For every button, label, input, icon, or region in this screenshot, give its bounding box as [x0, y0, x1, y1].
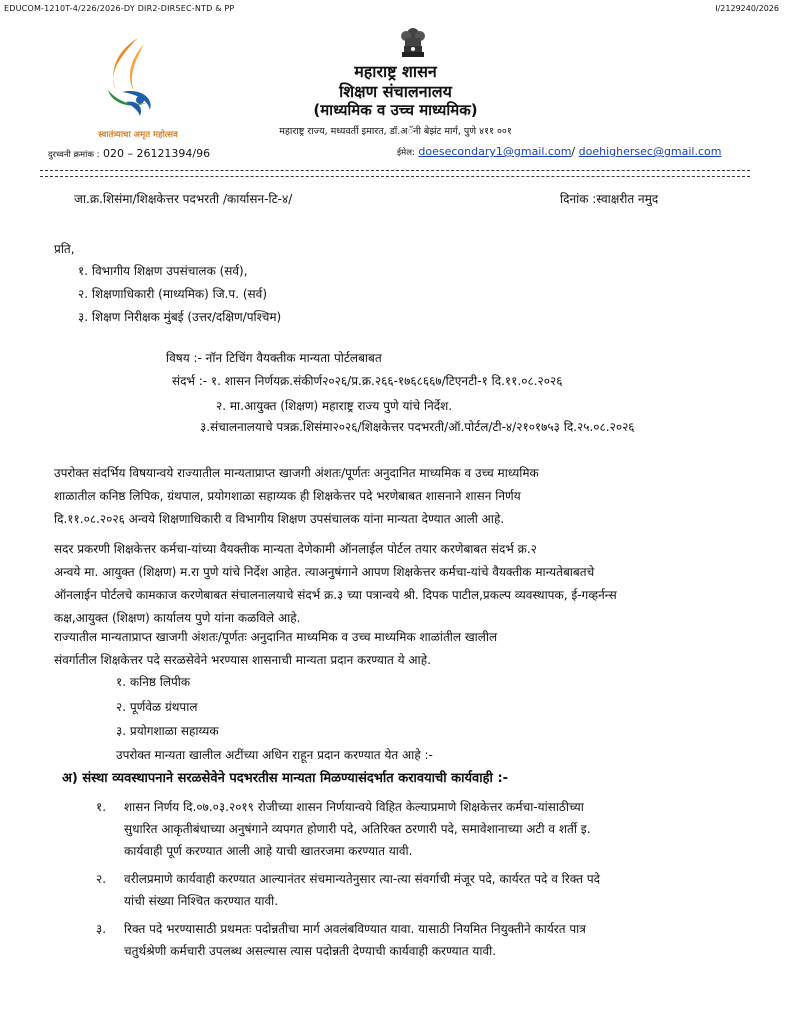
header-address: महाराष्ट्र राज्य, मध्यवर्ती इमारत, डॉ.अॅनी बेझंट मार्ग, पुणे ४११ ००१: [279, 126, 512, 137]
paragraph-line: ऑनलाईन पोर्टलचे कामकाज करणेबाबत संचालनालयाचे संदर्भ क्र.३ च्या पत्रान्वये श्री. दिपक पाटील,प्रकल्प व्यवस्थापक, ई-गव्हर्नन्स: [54, 588, 617, 602]
recipient-item: १. विभागीय शिक्षण उपसंचालक (सर्व),: [78, 264, 248, 278]
recipient-item: २. शिक्षणाधिकारी (माध्यमिक) जि.प. (सर्व): [78, 287, 268, 301]
to-label: प्रति,: [54, 242, 75, 256]
paragraph-line: शाळातील कनिष्ठ लिपिक, ग्रंथपाल, प्रयोगशाळा सहाय्यक ही शिक्षकेत्तर पदे भरणेबाबत शासनाने शासन निर्णय: [54, 489, 521, 503]
condition-line: यांची संख्या निश्चित करण्यात यावी.: [124, 894, 279, 908]
post-item: १. कनिष्ठ लिपीक: [116, 675, 191, 689]
condition-number: २.: [96, 872, 107, 886]
paragraph-line: उपरोक्त संदर्भिय विषयान्वये राज्यातील मान्यताप्राप्त खाजगी अंशतः/पूर्णतः अनुदानित माध्यमिक व उच्च माध्यमिक: [54, 466, 539, 480]
email-link-highersec[interactable]: doehighersec@gmail.com: [578, 145, 722, 158]
phone-label: दुरध्वनी क्रमांक :: [48, 150, 100, 160]
document-id: EDUCOM-1210T-4/226/2026-DY DIR2-DIRSEC-NTD & PP: [4, 4, 235, 13]
email-info: [397, 145, 721, 158]
state-emblem-icon: [398, 18, 428, 60]
paragraph-line: संवर्गातील शिक्षकेत्तर पदे सरळसेवेने भरण्यास शासनाची मान्यता प्रदान करण्यात ये आहे.: [54, 653, 431, 667]
paragraph-line: अन्वये मा. आयुक्त (शिक्षण) म.रा पुणे यांचे निर्देश आहेत. त्याअनुषंगाने आपण शिक्षकेत्तर कर्मचा-यांचे वैयक्तीक मान्यतेबाबतचे: [54, 565, 595, 579]
condition-item: [72, 918, 742, 966]
paragraph-line: सदर प्रकरणी शिक्षकेत्तर कर्मचा-यांच्या वैयक्तीक मान्यता देणेकामी ऑनलाईल पोर्टल तयार करणेबाबत संदर्भ क्र.२: [54, 542, 537, 556]
reference-item: संदर्भ :- १. शासन निर्णयक्र.संकीर्ण२०२६/प्र.क्र.२६६-१७६८६६७/टिएनटी-१ दि.११.०८.२०२६: [172, 374, 563, 388]
paragraph-line: कक्ष,आयुक्त (शिक्षण) कार्यालय पुणे यांना कळविले आहे.: [54, 611, 301, 625]
condition-line: कार्यवाही पूर्ण करण्यात आली आहे याची खातरजमा करण्यात यावी.: [124, 844, 413, 858]
paragraph-3: [54, 626, 734, 672]
condition-line: सुधारित आकृतीबंधाच्या अनुषंगाने व्यपगत होणारी पदे, अतिरिक्त ठरणारी पदे, समावेशानाच्या अटी व शर्ती इ.: [124, 822, 591, 836]
reference-item: २. मा.आयुक्त (शिक्षण) महाराष्ट्र राज्य पुणे यांचे निर्देश.: [216, 399, 453, 413]
paragraph-line: दि.११.०८.२०२६ अन्वये शिक्षणाधिकारी व विभागीय शिक्षण उपसंचालक यांना मान्यता देण्यात आली आहे.: [54, 512, 505, 526]
condition-item: [72, 796, 742, 866]
section-a-heading: अ) संस्था व्यवस्थापनाने सरळसेवेने पदभरतीस मान्यता मिळण्यासंदर्भात करावयाची कार्यवाही :-: [62, 771, 509, 786]
condition-line: शासन निर्णय दि.०७.०३.२०१९ रोजीच्या शासन निर्णयान्वये विहित केल्याप्रमाणे शिक्षकेत्तर कर्मचा-यांसाठीच्या: [124, 800, 584, 814]
header-government: महाराष्ट्र शासन: [354, 62, 437, 81]
logo-caption: स्वातंत्र्याचा अमृत महोत्सव: [98, 130, 178, 140]
condition-line: चतुर्थश्रेणी कर्मचारी उपलब्ध असल्यास त्यास पदोन्नती देण्याची कार्यवाही करण्यात यावी.: [124, 944, 497, 958]
paragraph-2: [54, 538, 734, 630]
condition-item: [72, 868, 742, 916]
condition-line: रिक्त पदे भरण्यासाठी प्रथमतः पदोन्नतीचा मार्ग अवलंबविण्यात यावा. यासाठी नियमित नियुक्तीने कार्यरत पात्र: [124, 922, 586, 936]
email-separator: /: [571, 145, 576, 158]
recipient-item: ३. शिक्षण निरीक्षक मुंबई (उत्तर/दक्षिण/पश्चिम): [78, 310, 282, 324]
divider: [40, 170, 750, 171]
header-directorate: शिक्षण संचालनालय: [339, 82, 452, 101]
post-item: २. पूर्णवेळ ग्रंथपाल: [116, 700, 198, 714]
phone-info: [48, 147, 210, 160]
divider: [40, 176, 750, 177]
email-label: ईमेल:: [397, 148, 415, 158]
document-number: I/2129240/2026: [715, 4, 779, 13]
reference-item: ३.संचालनालयाचे पत्रक्र.शिसंमा२०२६/शिक्षकेत्तर पदभरती/ऑ.पोर्टल/टी-४/२१०१७५३ दि.२५.०८.२०२६: [200, 420, 635, 434]
letter-date: दिनांक :स्वाक्षरीत नमुद: [560, 192, 659, 206]
subject-line: विषय :- नॉन टिचिंग वैयक्तीक मान्यता पोर्टलबाबत: [166, 351, 382, 365]
condition-line: वरीलप्रमाणे कार्यवाही करण्यात आल्यानंतर संचमान्यतेनुसार त्या-त्या संवर्गाची मंजूर पदे, कार्यरत पदे व रिक्त पदे: [124, 872, 601, 886]
reference-number: जा.क्र.शिसंमा/शिक्षकेत्तर पदभरती /कार्यासन-टि-४/: [74, 192, 293, 206]
post-item: ३. प्रयोगशाळा सहाय्यक: [116, 724, 219, 738]
condition-number: ३.: [96, 922, 107, 936]
paragraph-1: [54, 462, 734, 531]
email-link-secondary[interactable]: doesecondary1@gmail.com: [418, 145, 572, 158]
conditions-intro: उपरोक्त मान्यता खालील अटींच्या अधिन राहून प्रदान करण्यात येत आहे :-: [116, 748, 433, 762]
paragraph-line: राज्यातील मान्यताप्राप्त खाजगी अंशतः/पूर्णतः अनुदानित माध्यमिक व उच्च माध्यमिक शाळांतील खालील: [54, 630, 498, 644]
phone-number: 020 – 26121394/96: [102, 147, 211, 160]
condition-number: १.: [96, 800, 107, 814]
header-department: (माध्यमिक व उच्च माध्यमिक): [313, 101, 478, 119]
